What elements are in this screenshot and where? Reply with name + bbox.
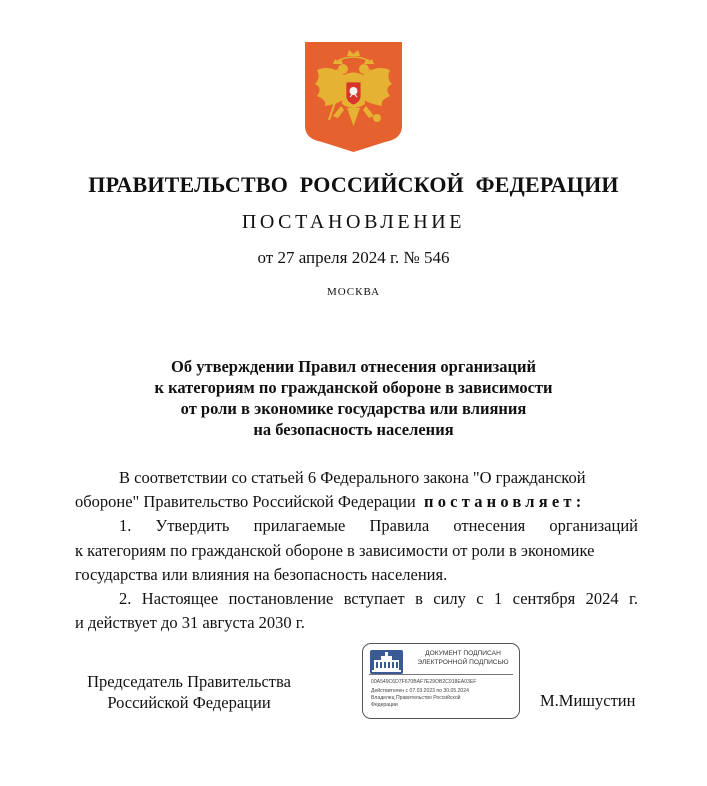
item-1-line: государства или влияния на безопасность населения.	[75, 564, 448, 584]
preamble-text: обороне" Правительство Российской Федерации	[75, 492, 416, 512]
electronic-signature-stamp	[362, 643, 520, 719]
document-subject	[0, 356, 707, 440]
document-body	[75, 466, 638, 635]
item-1-line: к категориям по гражданской обороне в зависимости от роли в экономике	[75, 540, 595, 560]
subject-line: Об утверждении Правил отнесения организаций	[171, 357, 536, 376]
chairman-title-line: Председатель Правительства	[87, 672, 291, 691]
stamp-validity: Действителен с 07.03.2023 по 30.05.2024	[371, 688, 469, 694]
stamp-heading-line: ДОКУМЕНТ ПОДПИСАН	[425, 650, 501, 657]
stamp-owner: Федерации	[371, 702, 398, 708]
government-building-icon	[370, 650, 403, 674]
document-date-number: от 27 апреля 2024 г. № 546	[257, 248, 450, 267]
stamp-heading-line: ЭЛЕКТРОННОЙ ПОДПИСЬЮ	[417, 658, 509, 666]
subject-line: к категориям по гражданской обороне в зависимости	[154, 378, 553, 397]
preamble-line: В соответствии со статьей 6 Федерального закона "О гражданской	[119, 468, 586, 487]
signer-name: М.Мишустин	[540, 691, 636, 710]
subject-line: от роли в экономике государства или влияния	[180, 399, 527, 418]
state-emblem-icon	[305, 42, 402, 152]
chairman-title-line: Российской Федерации	[107, 693, 271, 712]
decree-word: постановляет:	[424, 492, 586, 512]
preamble-line	[75, 490, 638, 514]
stamp-divider	[369, 674, 513, 675]
item-2-line: 2. Настоящее постановление вступает в силу с 1 сентября 2024 г.	[119, 588, 638, 608]
item-2-line: и действует до 31 августа 2030 г.	[75, 613, 305, 633]
chairman-title	[78, 671, 300, 713]
stamp-certificate: 00A549C6D7F670BAF7E29OB2C918EA03EF	[371, 679, 477, 685]
stamp-owner: Владелец Правительство Российской	[371, 695, 461, 701]
government-title: ПРАВИТЕЛЬСТВО РОССИЙСКОЙ ФЕДЕРАЦИИ	[88, 172, 619, 197]
document-city: МОСКВА	[326, 286, 381, 298]
subject-line: на безопасность населения	[253, 420, 454, 439]
document-type: ПОСТАНОВЛЕНИЕ	[241, 211, 466, 233]
stamp-heading	[409, 650, 517, 667]
item-1-line: 1. Утвердить прилагаемые Правила отнесения организаций	[119, 516, 638, 536]
